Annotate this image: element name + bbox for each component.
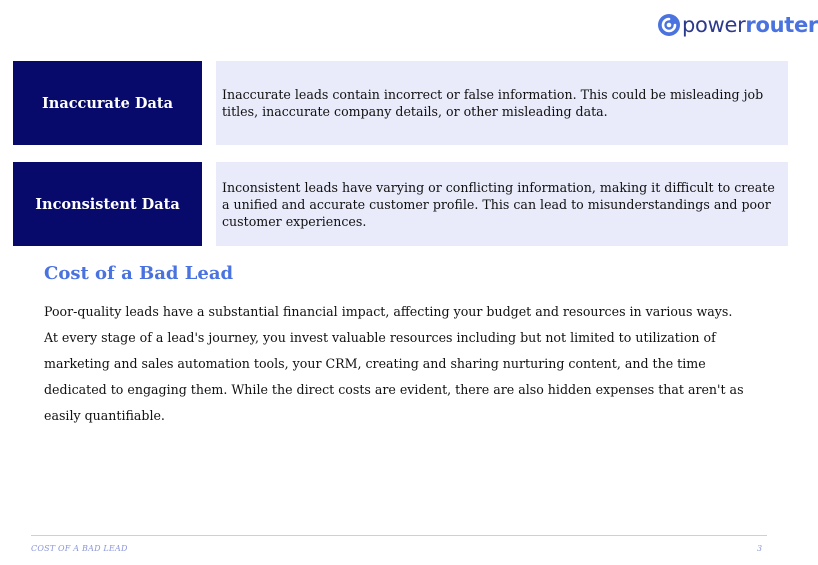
powerrouter-logo-icon [657,13,681,37]
section-body: Poor-quality leads have a substantial financial impact, affecting your budget and resources in various ways. At every stage of a lead's journey, you invest valuable resources including but not limited to utilization of marketing and sales automation tools, your CRM, creating and sharing nurturing content, and the time dedicated to engaging them. While the direct costs are evident, there are also hidden expenses that aren't as easily quantifiable. [44,304,744,423]
card-description-text: Inaccurate leads contain incorrect or false information. This could be misleading job titles, inaccurate company details, or other misleading data. [222,87,764,119]
footer-divider [31,535,767,536]
card-label-inconsistent-data: Inconsistent Data [13,162,202,246]
footer-title: COST OF A BAD LEAD [31,544,128,553]
powerrouter-logo [657,10,818,40]
card-label-inaccurate-data: Inaccurate Data [13,61,202,145]
card-description-inaccurate-data [216,61,788,145]
section-heading: Cost of a Bad Lead [44,263,234,284]
card-description-inconsistent-data [216,162,788,246]
page-number: 3 [757,544,763,553]
card-description-text: Inconsistent leads have varying or conflicting information, making it difficult to create a unified and accurate customer profile. This can lead to misunderstandings and poor customer experiences. [222,179,775,229]
logo-wordmark: powerrouter [682,12,818,37]
